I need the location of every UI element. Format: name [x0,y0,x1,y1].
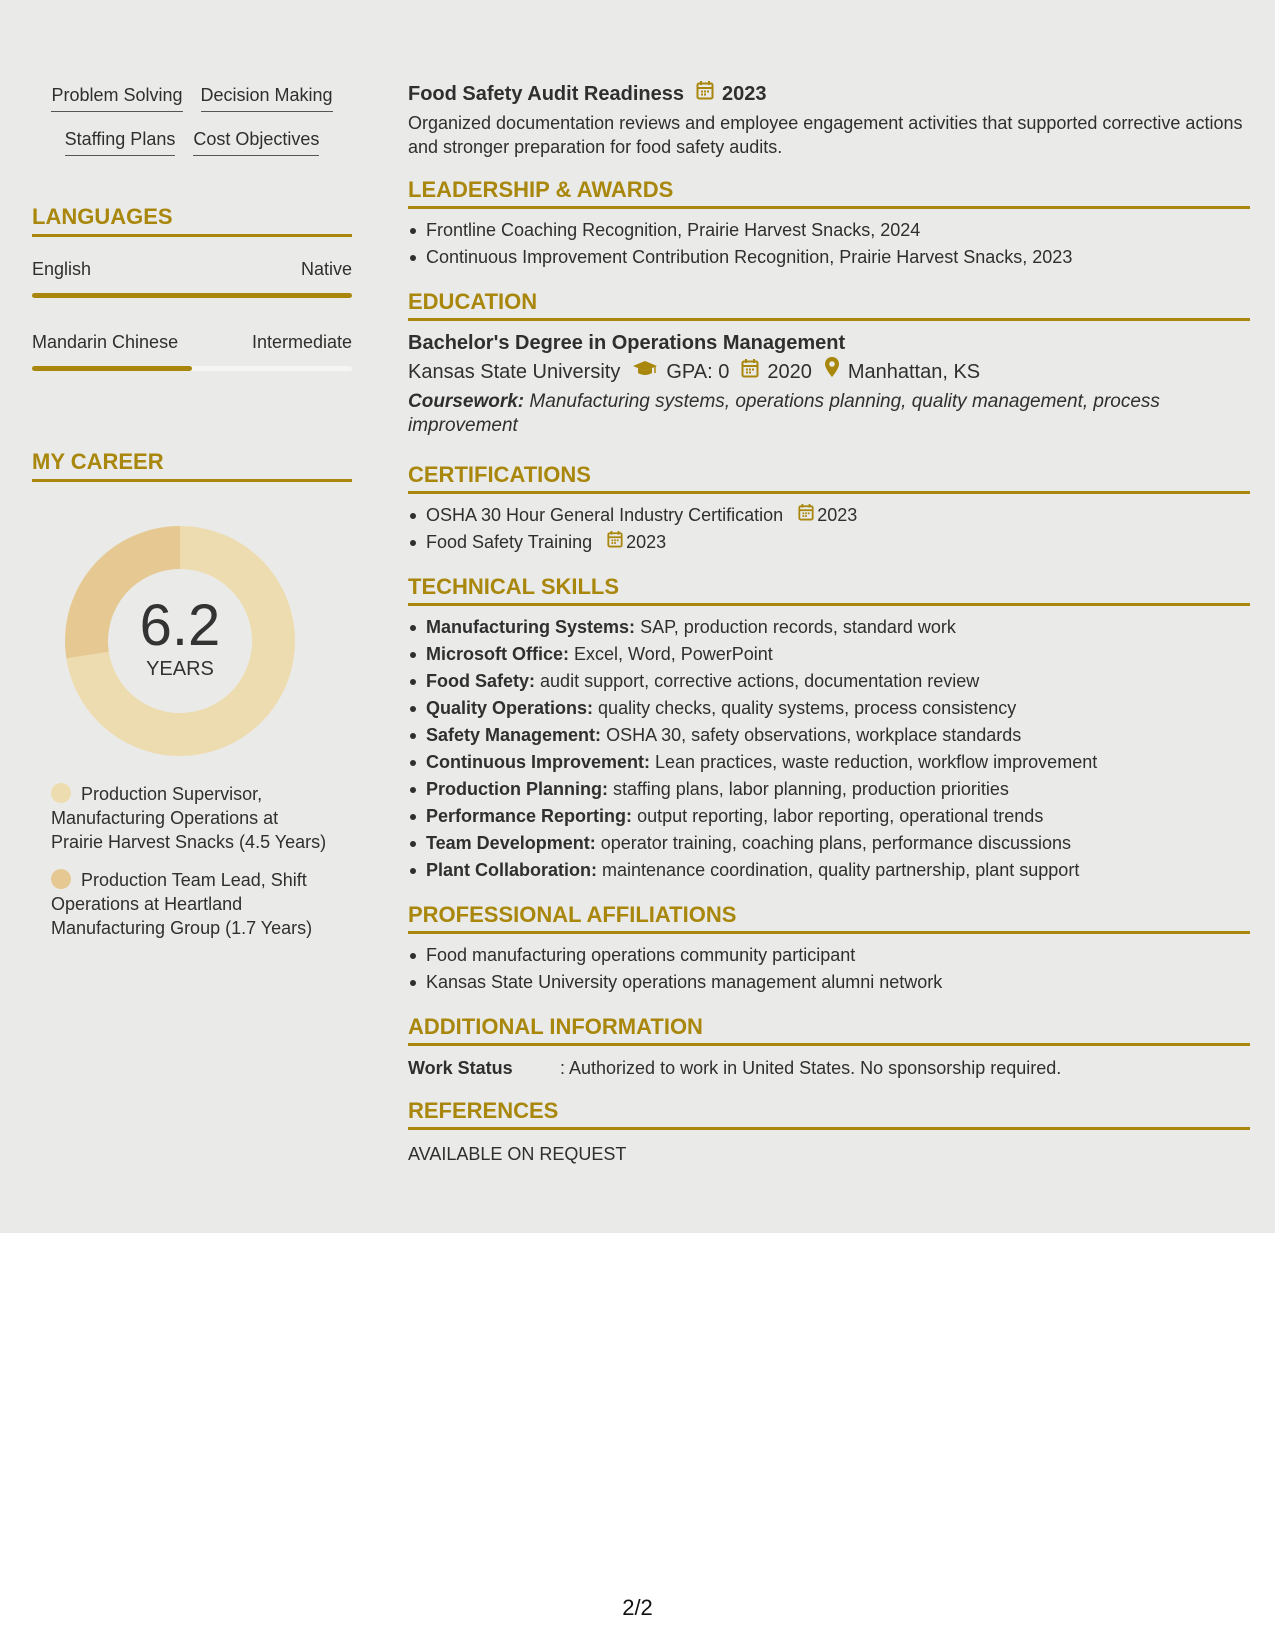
education-coursework [408,390,1250,438]
leadership-title: LEADERSHIP & AWARDS [408,177,1250,209]
career-donut-chart [65,526,295,756]
technical-skill-item [408,641,1250,668]
technical-skill-value: maintenance coordination, quality partnership, plant support [602,860,1080,880]
technical-skill-item [408,830,1250,857]
career-legend-label: Production Supervisor, Manufacturing Operations at Prairie Harvest Snacks (4.5 Years) [51,784,327,852]
technical-skill-item [408,722,1250,749]
skill-tag: Problem Solving [51,82,182,112]
certifications-list [408,502,1250,556]
page-number: 2/2 [622,1595,653,1620]
map-pin-icon [824,356,840,387]
language-item [32,257,352,298]
technical-skill-value: output reporting, labor reporting, operational trends [637,806,1044,826]
language-name: Mandarin Chinese [32,332,179,352]
language-proficiency-bar [32,366,352,371]
technical-skill-value: OSHA 30, safety observations, workplace standards [606,725,1022,745]
technical-skills-title: TECHNICAL SKILLS [408,574,1250,606]
education-meta [408,356,1250,387]
project-description: Organized documentation reviews and employee engagement activities that supported corrective actions and stronger preparation for food safety audits. [408,113,1243,157]
technical-skill-item [408,857,1250,884]
technical-skill-value: SAP, production records, standard work [640,617,956,637]
work-status-label: Work Status [408,1058,513,1078]
work-status-row [408,1056,1250,1080]
language-level: Intermediate [251,332,352,352]
technical-skill-label: Microsoft Office: [426,644,570,664]
career-legend-label: Production Team Lead, Shift Operations at Heartland Manufacturing Group (1.7 Years) [51,870,313,938]
technical-skill-label: Plant Collaboration: [426,860,597,880]
technical-skill-value: operator training, coaching plans, performance discussions [600,833,1071,853]
education-school: Kansas State University [408,360,621,383]
technical-skill-label: Production Planning: [426,779,608,799]
coursework-text: Manufacturing systems, operations planning, quality management, process improvement [408,391,1160,436]
skill-tag: Staffing Plans [65,126,176,156]
technical-skill-item [408,668,1250,695]
technical-skill-item [408,776,1250,803]
certification-name: OSHA 30 Hour General Industry Certification [426,505,784,525]
language-name: English [32,259,92,279]
calendar-icon [798,502,814,529]
legend-dot [51,783,71,803]
technical-skill-label: Manufacturing Systems: [426,617,636,637]
career-legend-item [51,868,332,940]
language-proficiency-fill [32,366,192,371]
education-gpa: GPA: 0 [666,360,730,383]
languages-section [32,204,352,371]
left-column [32,82,352,940]
skill-tag: Decision Making [201,82,333,112]
work-status-value: : Authorized to work in United States. No sponsorship required. [560,1058,1062,1078]
right-column [408,80,1250,1166]
technical-skill-label: Safety Management: [426,725,602,745]
list-item [408,529,1250,556]
certification-year: 2023 [817,505,858,525]
language-proficiency-fill [32,293,352,298]
technical-skill-item [408,749,1250,776]
career-legend [32,782,332,940]
technical-skills-list [408,614,1250,884]
legend-dot [51,869,71,889]
skill-tags [32,82,352,156]
certification-year: 2023 [626,532,667,552]
list-item [408,502,1250,529]
technical-skill-label: Continuous Improvement: [426,752,650,772]
project-title: Food Safety Audit Readiness [408,82,684,105]
language-level: Native [300,259,352,279]
career-total-years: 6.2 [139,593,221,658]
technical-skill-item [408,803,1250,830]
certifications-title: CERTIFICATIONS [408,462,1250,494]
technical-skill-item [408,695,1250,722]
technical-skill-item [408,614,1250,641]
education-title: EDUCATION [408,289,1250,321]
career-section [32,449,352,940]
language-item [32,330,352,371]
technical-skill-value: quality checks, quality systems, process consistency [598,698,1017,718]
references-text: AVAILABLE ON REQUEST [408,1144,627,1164]
technical-skill-label: Performance Reporting: [426,806,633,826]
calendar-icon [741,357,759,387]
coursework-label: Coursework: [408,391,525,412]
technical-skill-value: staffing plans, labor planning, production priorities [613,779,1009,799]
leadership-list [408,217,1250,271]
project-year: 2023 [721,82,767,105]
list-item: Food manufacturing operations community participant [408,942,1250,969]
calendar-icon [607,529,623,556]
technical-skill-value: Excel, Word, PowerPoint [574,644,773,664]
references-title: REFERENCES [408,1098,1250,1130]
languages-title: LANGUAGES [32,204,352,237]
graduation-cap-icon [632,357,658,387]
technical-skill-label: Food Safety: [426,671,536,691]
list-item: Continuous Improvement Contribution Recognition, Prairie Harvest Snacks, 2023 [408,244,1250,271]
list-item: Kansas State University operations management alumni network [408,969,1250,996]
affiliations-title: PROFESSIONAL AFFILIATIONS [408,902,1250,934]
technical-skill-value: audit support, corrective actions, documentation review [540,671,980,691]
technical-skill-value: Lean practices, waste reduction, workflow improvement [655,752,1098,772]
technical-skill-label: Team Development: [426,833,596,853]
technical-skill-label: Quality Operations: [426,698,594,718]
education-location: Manhattan, KS [847,360,981,383]
career-title: MY CAREER [32,449,352,482]
affiliations-list [408,942,1250,996]
project-entry [408,80,1250,159]
additional-info-title: ADDITIONAL INFORMATION [408,1014,1250,1046]
certification-name: Food Safety Training [426,532,593,552]
skill-tag: Cost Objectives [193,126,319,156]
language-proficiency-bar [32,293,352,298]
list-item: Frontline Coaching Recognition, Prairie Harvest Snacks, 2024 [408,217,1250,244]
education-year: 2020 [767,360,812,383]
career-legend-item [51,782,332,854]
calendar-icon [696,80,714,107]
education-degree: Bachelor's Degree in Operations Management [408,332,846,354]
career-years-unit: YEARS [146,658,214,680]
